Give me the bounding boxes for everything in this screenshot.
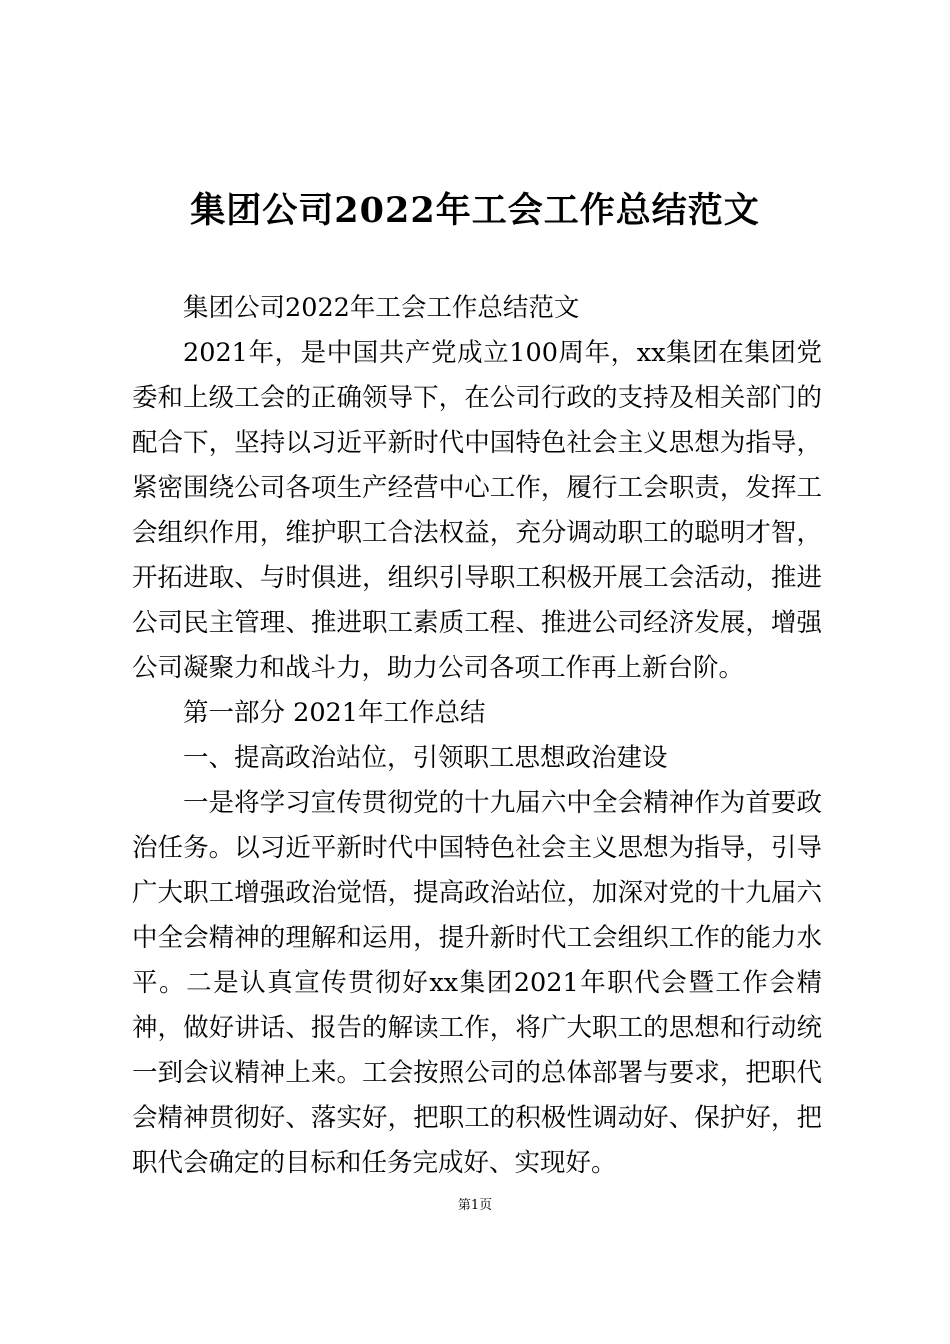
- section-heading-part-one: 第一部分 2021年工作总结: [183, 698, 486, 728]
- page-number: 第1页: [457, 1198, 493, 1213]
- document-title: 集团公司2022年工会工作总结范文: [190, 190, 760, 231]
- subsection-heading-one: 一、提高政治站位，引领职工思想政治建设: [183, 743, 668, 773]
- paragraph-intro: 2021年，是中国共产党成立100周年，xx集团在集团党委和上级工会的正确领导下，在公司行政的支持及相关部门的配合下，坚持以习近平新时代中国特色社会主义思想为指导，紧密围绕公司各项生产经营中心工作，履行工会职责，发挥工会组织作用，维护职工合法权益，充分调动职工的聪明才智，开拓进取、与时俱进，组织引导职工积极开展工会活动，推进公司民主管理、推进职工素质工程、推进公司经济发展，增强公司凝聚力和战斗力，助力公司各项工作再上新台阶。: [132, 338, 822, 683]
- paragraph-heading-repeat: 集团公司2022年工会工作总结范文: [183, 293, 580, 323]
- document-body: [132, 286, 822, 1186]
- paragraph-political-study: 一是将学习宣传贯彻党的十九届六中全会精神作为首要政治任务。以习近平新时代中国特色社会主义思想为指导，引导广大职工增强政治觉悟，提高政治站位，加深对党的十九届六中全会精神的理解和运用，提升新时代工会组织工作的能力水平。二是认真宣传贯彻好xx集团2021年职代会暨工作会精神，做好讲话、报告的解读工作，将广大职工的思想和行动统一到会议精神上来。工会按照公司的总体部署与要求，把职代会精神贯彻好、落实好，把职工的积极性调动好、保护好，把职代会确定的目标和任务完成好、实现好。: [132, 788, 822, 1178]
